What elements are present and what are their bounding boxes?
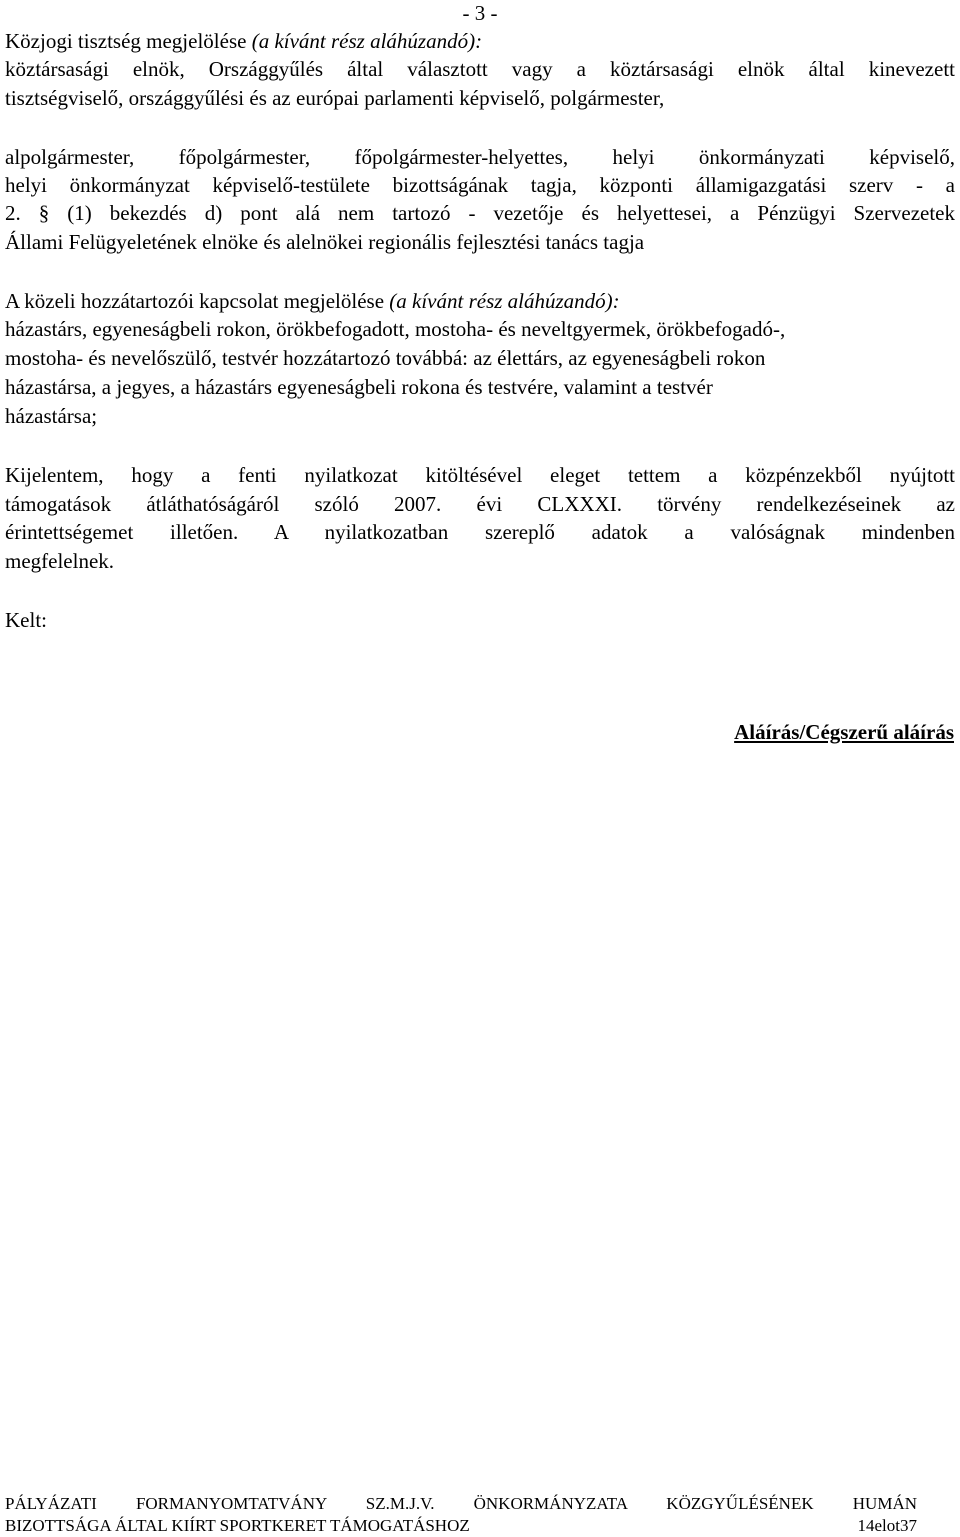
public-office-line: helyi önkormányzat képviselő-testülete bizottságának tagja, központi államigazgatási szerv - a: [5, 173, 955, 197]
relatives-line: házastárs, egyeneságbeli rokon, örökbefogadott, mostoha- és neveltgyermek, örökbefogadó-,: [5, 317, 786, 341]
public-office-heading-instruction: (a kívánt rész aláhúzandó):: [251, 29, 483, 53]
public-office-line: 2. § (1) bekezdés d) pont alá nem tartozó - vezetője és helyettesei, a Pénzügyi Szervezetek: [5, 201, 955, 225]
relatives-line: házastársa;: [5, 404, 98, 428]
public-office-heading-text: Közjogi tisztség megjelölése: [5, 29, 252, 53]
relatives-heading: [5, 287, 620, 315]
signature-label: Aláírás/Cégszerű aláírás: [734, 720, 954, 744]
footer-line-2: [5, 1515, 917, 1537]
footer-document-code: 14elot37: [857, 1516, 917, 1535]
public-office-line: Állami Felügyeletének elnöke és alelnökei regionális fejlesztési tanács tagja: [5, 230, 645, 254]
footer-title-end: BIZOTTSÁGA ÁLTAL KIÍRT SPORTKERET TÁMOGATÁSHOZ: [5, 1516, 470, 1535]
public-office-line: tisztségviselő, országgyűlési és az európai parlamenti képviselő, polgármester,: [5, 86, 665, 110]
public-office-heading: [5, 27, 482, 55]
relatives-line: mostoha- és nevelőszülő, testvér hozzátartozó továbbá: az élettárs, az egyeneságbeli rokon: [5, 346, 766, 370]
relatives-heading-instruction: (a kívánt rész aláhúzandó):: [389, 289, 620, 313]
relatives-line: házastársa, a jegyes, a házastárs egyeneságbeli rokona és testvére, valamint a testvér: [5, 375, 713, 399]
page-number: - 3 -: [462, 1, 498, 25]
declaration-line: támogatások átláthatóságáról szóló 2007. évi CLXXXI. törvény rendelkezéseinek az: [5, 492, 955, 516]
relatives-heading-text: A közeli hozzátartozói kapcsolat megjelölése: [5, 289, 390, 313]
declaration-line: megfelelnek.: [5, 549, 115, 573]
footer-line-1: PÁLYÁZATI FORMANYOMTATVÁNY SZ.M.J.V. ÖNKORMÁNYZATA KÖZGYŰLÉSÉNEK HUMÁN: [5, 1494, 917, 1513]
public-office-line: köztársasági elnök, Országgyűlés által választott vagy a köztársasági elnök által kinevezett: [5, 57, 955, 81]
date-label: Kelt:: [5, 608, 47, 632]
declaration-line: Kijelentem, hogy a fenti nyilatkozat kitöltésével eleget tettem a közpénzekből nyújtott: [5, 463, 955, 487]
public-office-line: alpolgármester, főpolgármester, főpolgármester-helyettes, helyi önkormányzati képviselő,: [5, 145, 955, 169]
declaration-line: érintettségemet illetően. A nyilatkozatban szereplő adatok a valóságnak mindenben: [5, 520, 955, 544]
